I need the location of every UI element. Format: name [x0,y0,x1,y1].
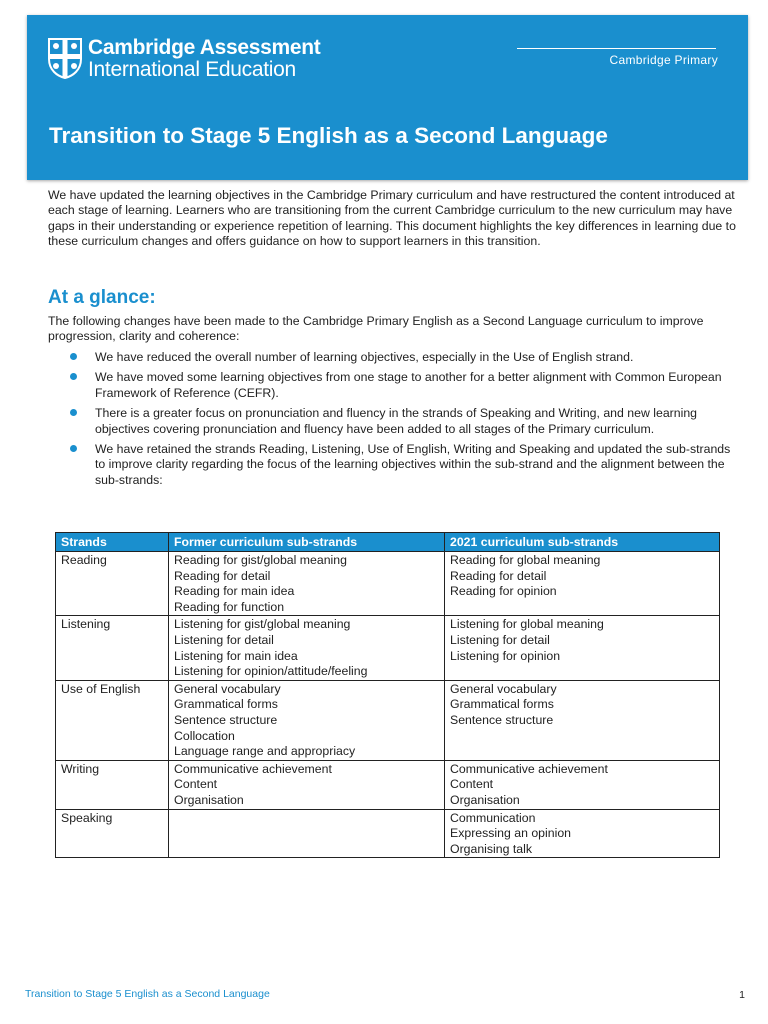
substrand-item: Listening for opinion/attitude/feeling [174,664,368,679]
strand-cell: Reading [56,552,169,616]
former-substrands-cell [169,552,445,616]
bullet-icon [70,409,77,416]
header-banner [27,15,748,180]
substrand-item: Reading for global meaning [450,553,601,567]
substrand-item: Reading for detail [450,568,547,583]
current-substrands-cell [445,616,720,680]
column-header: Former curriculum sub-strands [169,533,445,552]
bullet-list [70,350,740,493]
strands-table [55,532,720,858]
page-title: Transition to Stage 5 English as a Second Language [49,123,608,148]
current-substrands-cell [445,552,720,616]
substrand-item: General vocabulary [450,681,557,696]
column-header: Strands [56,533,169,552]
substrand-item: Listening for global meaning [450,617,604,632]
table-body [56,552,720,858]
list-item [70,350,740,365]
logo [47,37,320,81]
org-name-line2: International Education [88,58,296,81]
strand-cell: Listening [56,616,169,680]
substrand-item: Reading for function [174,599,285,614]
table-header-row [56,533,720,552]
table-row [56,616,720,680]
substrand-item: Sentence structure [174,712,278,727]
former-substrands-cell [169,616,445,680]
intro-paragraph: We have updated the learning objectives in the Cambridge Primary curriculum and have restructured the content introduced at each stage of learning. Learners who are transitioning from the current Cambridge curriculum to the new curriculum may have gaps in their understanding or experience repetition of learning. This document highlights the key differences in learning due to these curriculum changes and offers guidance on how to support learners in this transition. [48,188,736,249]
list-item [70,370,740,401]
logo-wordmark [88,37,320,81]
substrand-item: Communication [450,810,536,825]
list-item [70,406,740,437]
substrand-item: Organisation [174,792,244,807]
program-name: Cambridge Primary [609,53,718,67]
substrand-item: Reading for main idea [174,584,295,599]
substrand-item: Language range and appropriacy [174,744,356,759]
bullet-icon [70,445,77,452]
former-substrands-cell [169,760,445,809]
current-substrands-cell [445,809,720,858]
cambridge-shield-icon [47,37,83,79]
substrand-item: General vocabulary [174,681,281,696]
header-divider [517,48,716,49]
bullet-text: We have reduced the overall number of learning objectives, especially in the Use of English strand. [95,350,634,364]
current-substrands-cell [445,760,720,809]
substrand-item: Listening for opinion [450,648,561,663]
strand-cell: Use of English [56,680,169,760]
strand-cell: Writing [56,760,169,809]
substrand-item: Communicative achievement [450,761,608,776]
footer-title: Transition to Stage 5 English as a Second Language [25,988,270,1000]
bullet-text: We have moved some learning objectives from one stage to another for a better alignment with Common European Framework of Reference (CEFR). [95,370,722,400]
table-row [56,760,720,809]
org-name-line1: Cambridge Assessment [88,36,321,59]
substrand-item: Content [450,777,494,792]
substrand-item: Reading for gist/global meaning [174,553,347,567]
current-substrands-cell [445,680,720,760]
substrand-item: Content [174,777,218,792]
table-row [56,552,720,616]
table-row [56,680,720,760]
substrand-item: Grammatical forms [450,697,554,712]
column-header: 2021 curriculum sub-strands [445,533,720,552]
former-substrands-cell [169,809,445,858]
former-substrands-cell [169,680,445,760]
substrand-item: Collocation [174,728,235,743]
bullet-text: There is a greater focus on pronunciation and fluency in the strands of Speaking and Writing, and new learning objectives covering pronunciation and fluency have been added to all stages of the Primary curriculum. [95,406,698,436]
substrand-item: Organising talk [450,841,533,856]
substrand-item: Sentence structure [450,712,554,727]
substrand-item: Listening for gist/global meaning [174,617,351,632]
substrand-item: Expressing an opinion [450,826,571,841]
section-lead: The following changes have been made to the Cambridge Primary English as a Second Language curriculum to improve progression, clarity and coherence: [48,314,704,344]
substrand-item: Reading for opinion [450,584,557,599]
bullet-icon [70,353,77,360]
substrand-item: Reading for detail [174,568,271,583]
substrand-item: Organisation [450,792,520,807]
substrand-item: Communicative achievement [174,761,332,776]
substrand-item: Listening for detail [174,632,274,647]
list-item [70,442,740,488]
substrand-item: Grammatical forms [174,697,278,712]
bullet-icon [70,373,77,380]
table-row [56,809,720,858]
strand-cell: Speaking [56,809,169,858]
bullet-text: We have retained the strands Reading, Listening, Use of English, Writing and Speaking and updated the sub-strands to improve clarity regarding the focus of the learning objectives within the sub-strand and the alignment between the sub-strands: [95,442,731,487]
page-number: 1 [739,989,745,1001]
substrand-item: Listening for main idea [174,648,298,663]
substrand-item: Listening for detail [450,632,550,647]
section-heading: At a glance: [48,287,156,308]
